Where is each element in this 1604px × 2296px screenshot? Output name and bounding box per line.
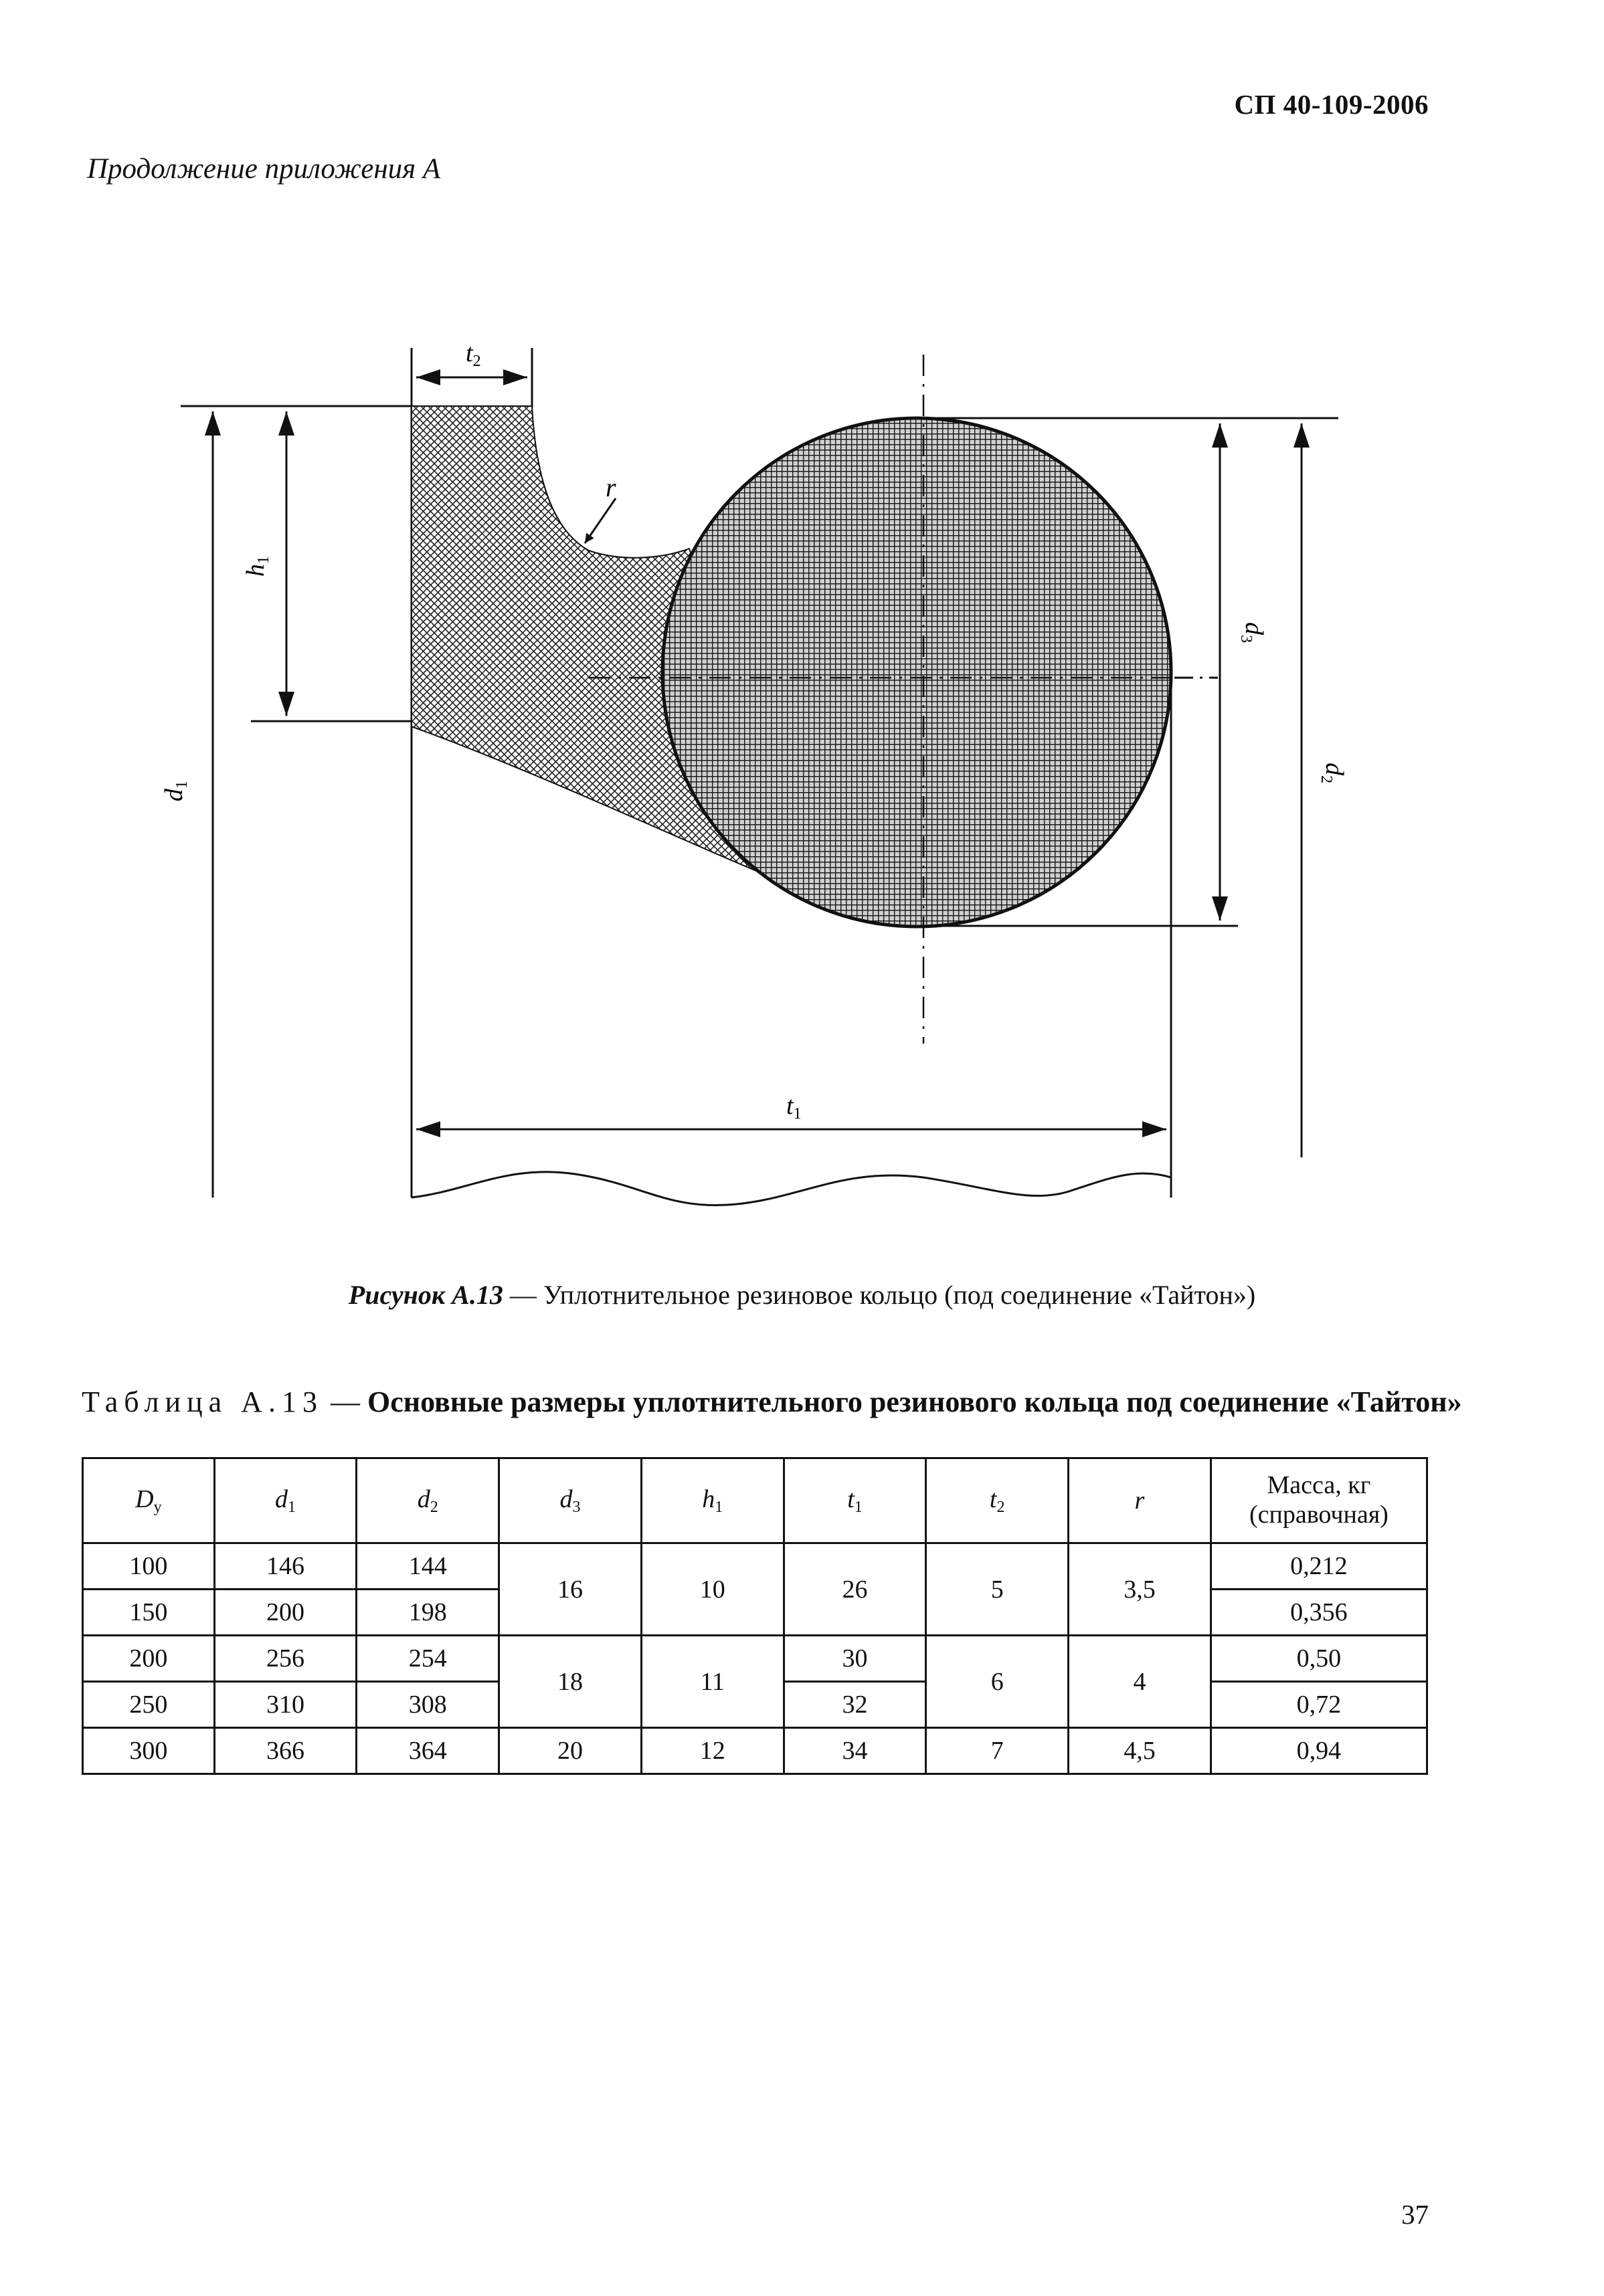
cell-d1: 310 xyxy=(214,1682,357,1728)
cell-t2: 7 xyxy=(926,1728,1069,1774)
label-d2: d2 xyxy=(1318,763,1348,783)
header-mass: Масса, кг (справочная) xyxy=(1211,1458,1427,1543)
appendix-continuation: Продолжение приложения А xyxy=(87,153,441,185)
cell-d3: 16 xyxy=(499,1543,642,1636)
cell-d2: 364 xyxy=(357,1728,499,1774)
cell-d3: 20 xyxy=(499,1728,642,1774)
cell-dy: 150 xyxy=(83,1590,215,1636)
header-d2: $d_2$ xyxy=(357,1458,499,1543)
cell-d2: 144 xyxy=(357,1543,499,1590)
cell-r: 3,5 xyxy=(1069,1543,1211,1636)
header-r: r xyxy=(1069,1458,1211,1543)
figure-caption xyxy=(0,1279,1604,1311)
label-d3: d3 xyxy=(1237,622,1268,643)
cell-r: 4,5 xyxy=(1069,1728,1211,1774)
cell-d2: 198 xyxy=(357,1590,499,1636)
cell-t1: 26 xyxy=(784,1543,926,1636)
cell-t1: 30 xyxy=(784,1636,926,1682)
header-t2: $t_2$ xyxy=(926,1458,1069,1543)
cell-d1: 200 xyxy=(214,1590,357,1636)
cell-dy: 200 xyxy=(83,1636,215,1682)
table-title-name: Основные размеры уплотнительного резинового кольца под соединение «Тайтон» xyxy=(367,1385,1462,1418)
table-title-dash: — xyxy=(323,1385,367,1418)
dimensions-table xyxy=(82,1457,1428,1775)
table-row xyxy=(83,1543,1427,1590)
cell-d2: 308 xyxy=(357,1682,499,1728)
label-t1: t1 xyxy=(786,1092,802,1123)
cell-d1: 256 xyxy=(214,1636,357,1682)
header-t1: $t_1$ xyxy=(784,1458,926,1543)
cell-r: 4 xyxy=(1069,1636,1211,1728)
cell-dy: 300 xyxy=(83,1728,215,1774)
cell-mass: 0,50 xyxy=(1211,1636,1427,1682)
cell-mass: 0,212 xyxy=(1211,1543,1427,1590)
cell-t2: 5 xyxy=(926,1543,1069,1636)
cell-dy: 100 xyxy=(83,1543,215,1590)
cell-dy: 250 xyxy=(83,1682,215,1728)
cell-h1: 10 xyxy=(641,1543,784,1636)
cell-mass: 0,94 xyxy=(1211,1728,1427,1774)
header-d3: $d_3$ xyxy=(499,1458,642,1543)
cell-t1: 32 xyxy=(784,1682,926,1728)
label-d1: d1 xyxy=(160,781,191,801)
cell-mass: 0,356 xyxy=(1211,1590,1427,1636)
label-r: r xyxy=(606,472,616,502)
label-t2: t2 xyxy=(466,339,481,370)
table-title xyxy=(82,1385,1462,1419)
header-d1: $d_1$ xyxy=(214,1458,357,1543)
cell-d1: 366 xyxy=(214,1728,357,1774)
cell-t2: 6 xyxy=(926,1636,1069,1728)
table-title-prefix: Таблица А.13 xyxy=(82,1385,323,1418)
header-dy: $D_у$ xyxy=(83,1458,215,1543)
document-code: СП 40-109-2006 xyxy=(1234,89,1429,120)
cell-h1: 12 xyxy=(641,1728,784,1774)
label-h1: h1 xyxy=(242,556,272,577)
cell-d2: 254 xyxy=(357,1636,499,1682)
header-h1: $h_1$ xyxy=(641,1458,784,1543)
table-header-row xyxy=(83,1458,1427,1543)
table-row xyxy=(83,1728,1427,1774)
table-row xyxy=(83,1636,1427,1682)
cell-h1: 11 xyxy=(641,1636,784,1728)
cell-d3: 18 xyxy=(499,1636,642,1728)
seal-bulb-section xyxy=(662,418,1171,927)
cell-mass: 0,72 xyxy=(1211,1682,1427,1728)
figure-caption-text: — Уплотнительное резиновое кольцо (под соединение «Тайтон») xyxy=(503,1280,1256,1310)
figure-caption-label: Рисунок А.13 xyxy=(348,1280,503,1310)
cell-d1: 146 xyxy=(214,1543,357,1590)
page-number: 37 xyxy=(1401,2199,1429,2230)
cell-t1: 34 xyxy=(784,1728,926,1774)
